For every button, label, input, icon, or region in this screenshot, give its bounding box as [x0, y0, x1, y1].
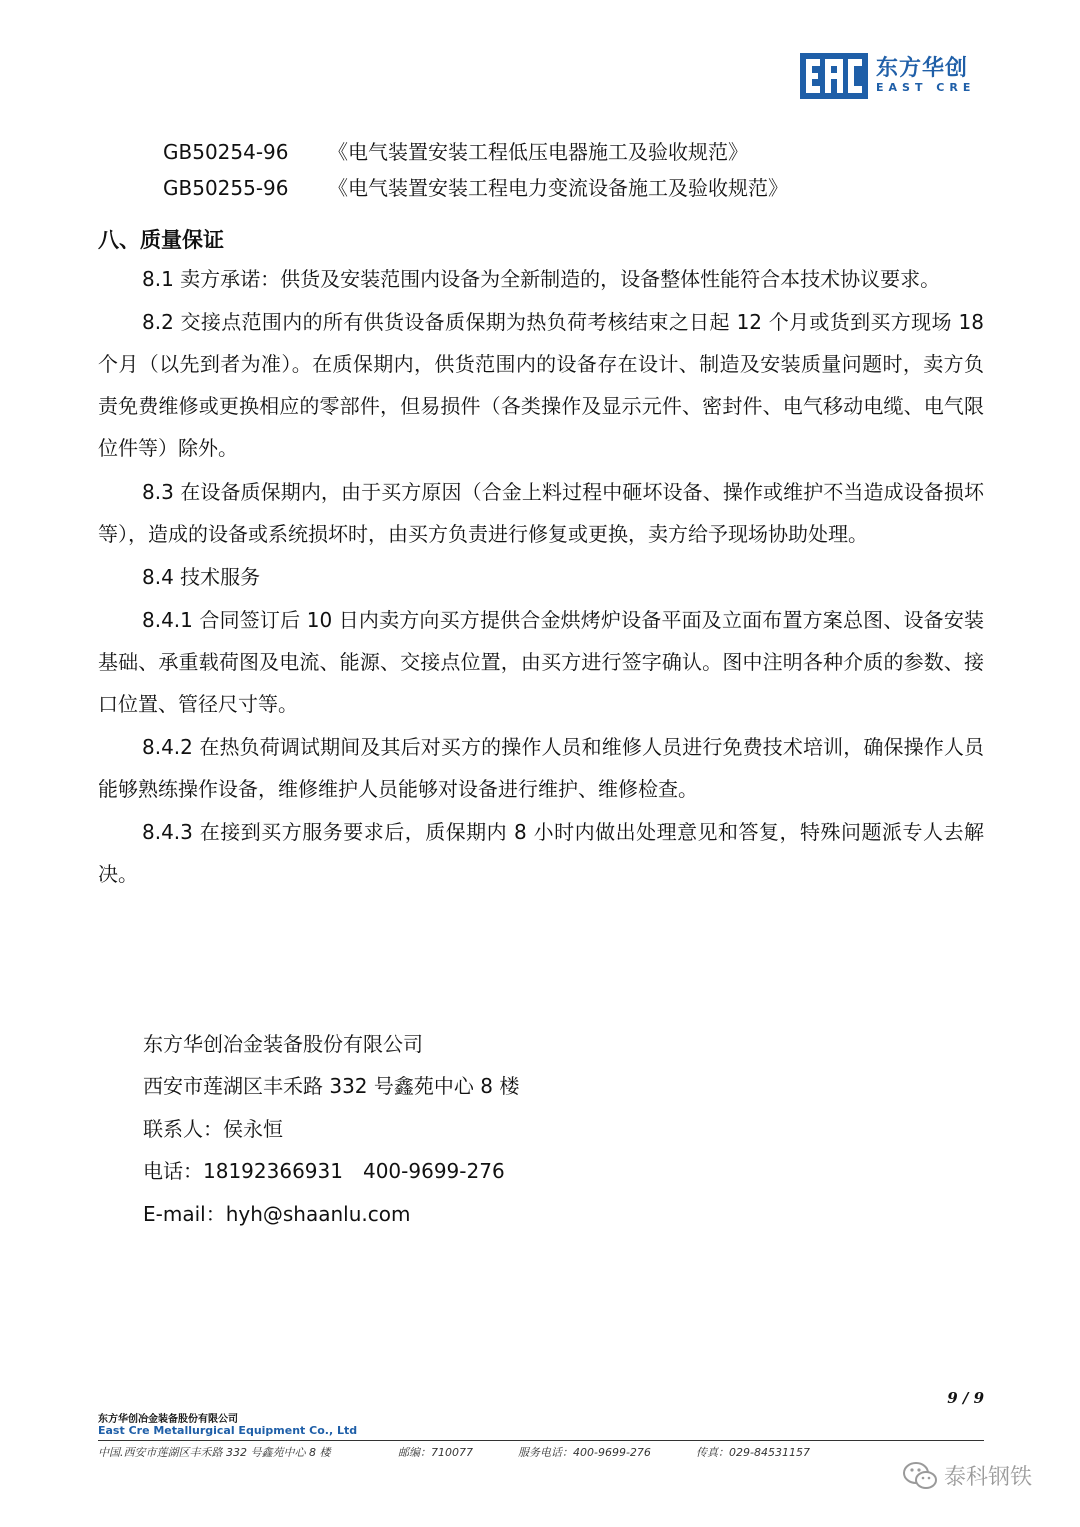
contact-person: 联系人：侯永恒 [143, 1117, 283, 1141]
standard-title: 《电气装置安装工程电力变流设备施工及验收规范》 [328, 176, 788, 200]
contact-phone [143, 1157, 505, 1185]
footer-company-cn: 东方华创冶金装备股份有限公司 [98, 1414, 238, 1425]
standard-row [163, 138, 748, 166]
paragraph-8-4-1: 8.4.1 合同签订后 10 日内卖方向买方提供合金烘烤炉设备平面及立面布置方案总图、设备安装基础、承重载荷图及电流、能源、交接点位置，由买方进行签字确认。图中注明各种介质的参数、接口位置、管径尺寸等。 [98, 608, 984, 716]
logo-name-cn: 东方华创 [876, 56, 969, 81]
footer-fax: 传真：029-84531157 [696, 1446, 810, 1459]
footer-service-phone: 服务电话：400-9699-276 [518, 1446, 651, 1459]
paragraph-8-2: 8.2 交接点范围内的所有供货设备质保期为热负荷考核结束之日起 12 个月或货到买方现场 18 个月（以先到者为准）。在质保期内，供货范围内的设备存在设计、制造及安装质量问题时，卖方负责免费维修或更换相应的零部件，但易损件（各类操作及显示元件、密封件、电气移动电缆、电气限位件等）除外。 [98, 310, 984, 460]
footer-divider [98, 1440, 984, 1441]
footer-postcode: 邮编：710077 [398, 1446, 473, 1459]
paragraph-8-4-3: 8.4.3 在接到买方服务要求后，质保期内 8 小时内做出处理意见和答复，特殊问题派专人去解决。 [98, 820, 984, 886]
standard-title: 《电气装置安装工程低压电器施工及验收规范》 [328, 140, 748, 164]
contact-email: E-mail：hyh@shaanlu.com [143, 1202, 411, 1226]
east-cre-logo-icon [800, 53, 868, 99]
paragraph-8-4-2: 8.4.2 在热负荷调试期间及其后对买方的操作人员和维修人员进行免费技术培训，确保操作人员能够熟练操作设备，维修维护人员能够对设备进行维护、维修检查。 [98, 735, 984, 801]
phone-number-service: 400-9699-276 [362, 1159, 505, 1183]
standard-code: GB50254-96 [163, 140, 289, 164]
contact-company: 东方华创冶金装备股份有限公司 [143, 1032, 423, 1056]
footer-address: 中国.西安市莲湖区丰禾路 332 号鑫苑中心 8 楼 [98, 1446, 331, 1459]
phone-label: 电话： [143, 1159, 203, 1183]
wechat-icon [902, 1461, 938, 1491]
footer-info [98, 1444, 810, 1460]
watermark [902, 1460, 1032, 1491]
footer-company-en: East Cre Metallurgical Equipment Co., Ltd [98, 1424, 358, 1437]
company-logo [800, 52, 975, 100]
contact-address: 西安市莲湖区丰禾路 332 号鑫苑中心 8 楼 [143, 1074, 520, 1098]
standard-code: GB50255-96 [163, 176, 289, 200]
paragraph-8-4: 8.4 技术服务 [142, 565, 261, 589]
phone-number-mobile: 18192366931 [203, 1159, 343, 1183]
section-heading: 八、质量保证 [98, 228, 224, 252]
watermark-text: 泰科钢铁 [944, 1465, 1033, 1490]
paragraph-8-3: 8.3 在设备质保期内，由于买方原因（合金上料过程中砸坏设备、操作或维护不当造成设备损坏等），造成的设备或系统损坏时，由买方负责进行修复或更换，卖方给予现场协助处理。 [98, 480, 984, 546]
logo-name-en: EAST CRE [876, 81, 976, 94]
paragraph-8-1: 8.1 卖方承诺：供货及安装范围内设备为全新制造的，设备整体性能符合本技术协议要求。 [142, 267, 941, 291]
page-number: 9 / 9 [947, 1389, 984, 1407]
standard-row [163, 174, 788, 202]
